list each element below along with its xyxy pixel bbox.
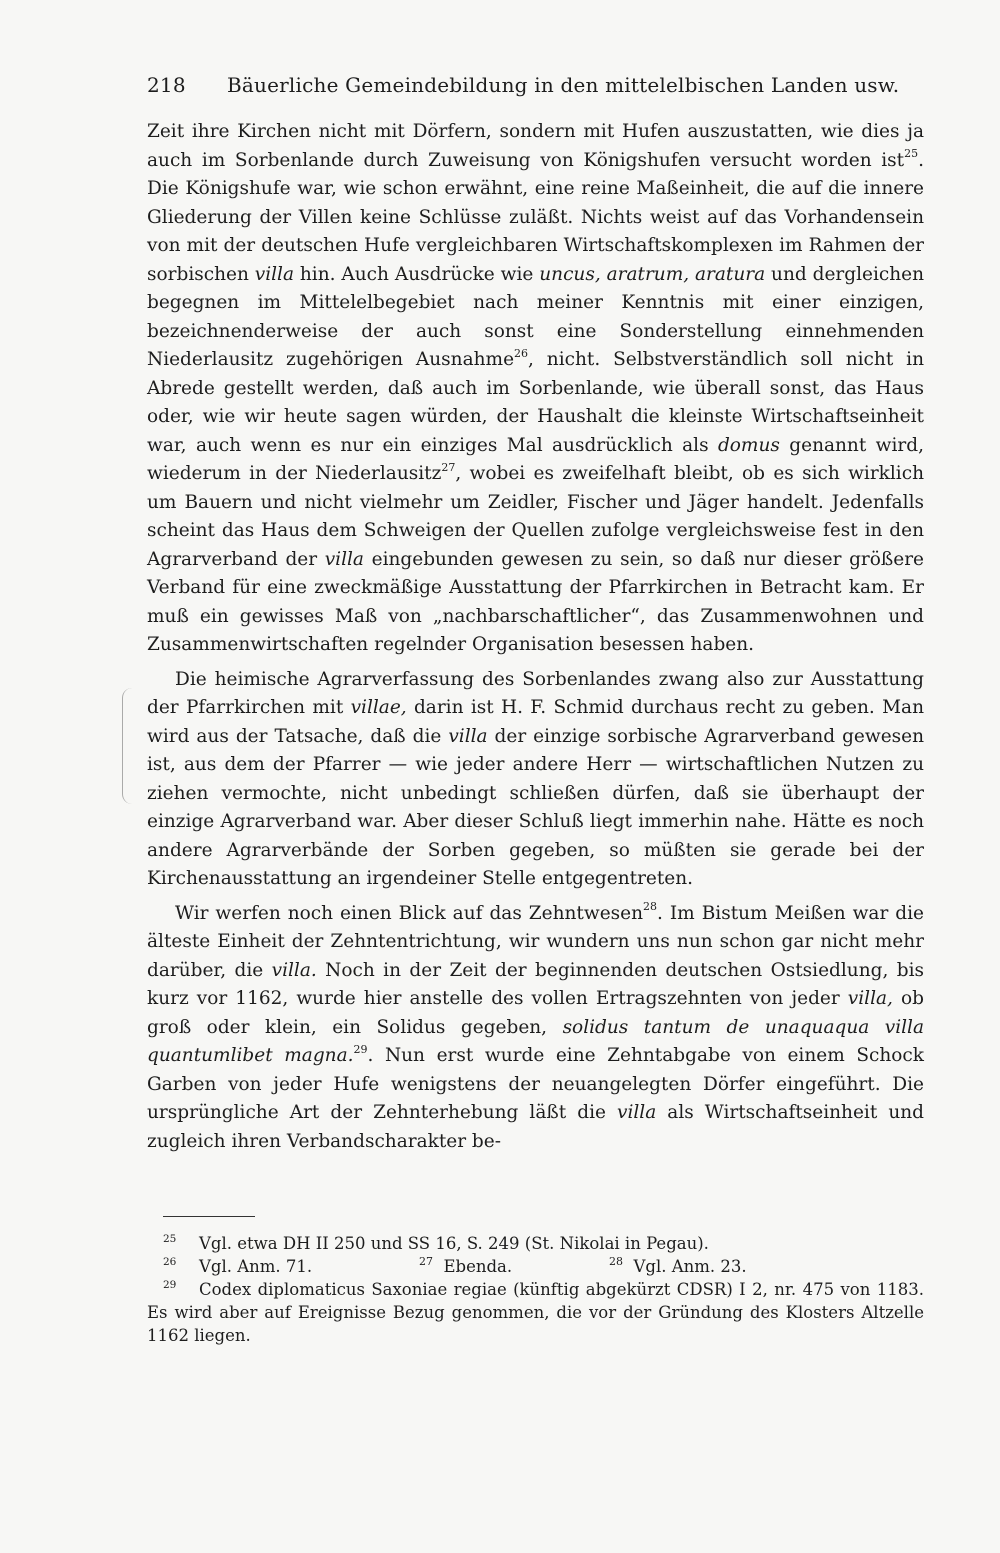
footnote-divider — [163, 1216, 255, 1217]
page-number: 218 — [147, 73, 186, 97]
footnote-ref-29: 29 — [353, 1042, 368, 1056]
running-header — [147, 70, 927, 100]
footnote-ref-25: 25 — [904, 147, 919, 161]
footnote-26: Vgl. Anm. 71. — [199, 1257, 313, 1276]
main-text — [147, 118, 924, 1156]
footnote-ref-28: 28 — [643, 900, 657, 914]
footnote-27: $^{27}$ Ebenda. — [419, 1254, 513, 1276]
footnote-ref-26: 26 — [514, 346, 529, 360]
margin-pencil-mark — [122, 688, 133, 804]
footnote-29: $^{29}$ Codex diplomaticus Saxoniae regiae (künftig abgekürzt CDSR) I 2, nr. 475 von 1183. Es wird aber auf Ereignisse Bezug genommen, die vor der Gründung des Klosters Altzelle 1162 liegen. — [147, 1278, 924, 1345]
footnote-25: $^{25}$ Vgl. etwa DH II 250 und SS 16, S. 249 (St. Nikolai in Pegau). — [163, 1232, 709, 1253]
paragraph-2: Die heimische Agrarverfassung des Sorbenlandes zwang also zur Ausstattung der Pfarrkirchen mit villae, darin ist H. F. Schmid durchaus recht zu geben. Man wird aus der Tatsache, daß die villa der einzige sorbische Agrarverband gewesen ist, aus dem der Pfarrer — wie jeder andere Herr — wirtschaftlichen Nutzen zu ziehen vermochte, nicht unbedingt schließen dürfen, daß sie überhaupt der einzige Agrarverband war. Aber dieser Schluß liegt immerhin nahe. Hätte es noch andere Agrarverbände der Sorben gegeben, so müßten sie gerade bei der Kirchenausstattung an irgendeiner Stelle entgegentreten. — [147, 668, 925, 889]
paragraph-1: Zeit ihre Kirchen nicht mit Dörfern, sondern mit Hufen auszustatten, wie dies ja auch im Sorbenlande durch Zuweisung von Königshufen versucht worden ist$^{25}$. Die Königshufe war, wie schon erwähnt, eine reine Maßeinheit, die auf die innere Gliederung der Villen keine Schlüsse zuläßt. Nichts weist auf das Vorhandensein von mit der deutschen Hufe vergleichbaren Wirtschaftskomplexen im Rahmen der sorbischen villa hin. Auch Ausdrücke wie uncus, aratrum, aratura und dergleichen begegnen im Mittelelbegebiet nach meiner Kenntnis mit einer einzigen, bezeichnenderweise der auch sonst eine Sonderstellung einnehmenden Niederlausitz zugehörigen Ausnahme$^{26}$, nicht. Selbstverständlich soll nicht in Abrede gestellt werden, daß auch im Sorbenlande, wie überall sonst, das Haus oder, wie wir heute sagen würden, der Haushalt die kleinste Wirtschaftseinheit war, auch wenn es nur ein einziges Mal ausdrücklich als domus genannt wird, wiederum in der Niederlausitz$^{27}$, wobei es zweifelhaft bleibt, ob es sich wirklich um Bauern und nicht vielmehr um Zeidler, Fischer und Jäger handelt. Jedenfalls scheint das Haus dem Schweigen der Quellen zufolge vergleichsweise fest in den Agrarverband der villa eingebunden gewesen zu sein, so daß nur dieser größere Verband für eine zweckmäßige Ausstattung der Pfarrkirchen in Betracht kam. Er muß ein gewisses Maß von „nachbarschaftlicher“, das Zusammenwohnen und Zusammenwirtschaften regelnder Organisation besessen haben. — [147, 121, 924, 655]
footnote-28: $^{28}$ Vgl. Anm. 23. — [609, 1254, 747, 1276]
footnote-row-26-28: $^{26}$ Vgl. Anm. 71. $^{27}$ Ebenda. $^{28}$ Vgl. Anm. 23. — [163, 1254, 747, 1276]
running-title: Bäuerliche Gemeindebildung in den mittelelbischen Landen usw. — [227, 73, 900, 97]
footnote-ref-27: 27 — [441, 460, 456, 474]
paragraph-3: Wir werfen noch einen Blick auf das Zehntwesen$^{28}$. Im Bistum Meißen war die älteste Einheit der Zehntentrichtung, wir wundern uns nun schon gar nicht mehr darüber, die villa. Noch in der Zeit der beginnenden deutschen Ostsiedlung, bis kurz vor 1162, wurde hier anstelle des vollen Ertragszehnten von jeder villa, ob groß oder klein, ein Solidus gegeben, solidus tantum de unaquaqua villa quantumlibet magna.$^{29}$. Nun erst wurde eine Zehntabgabe von einem Schock Garben von jeder Hufe wenigstens der neuangelegten Dörfer eingeführt. Die ursprüngliche Art der Zehnterhebung läßt die villa als Wirtschaftseinheit und zugleich ihren Verbandscharakter be- — [147, 900, 924, 1152]
footnotes — [147, 1232, 924, 1347]
